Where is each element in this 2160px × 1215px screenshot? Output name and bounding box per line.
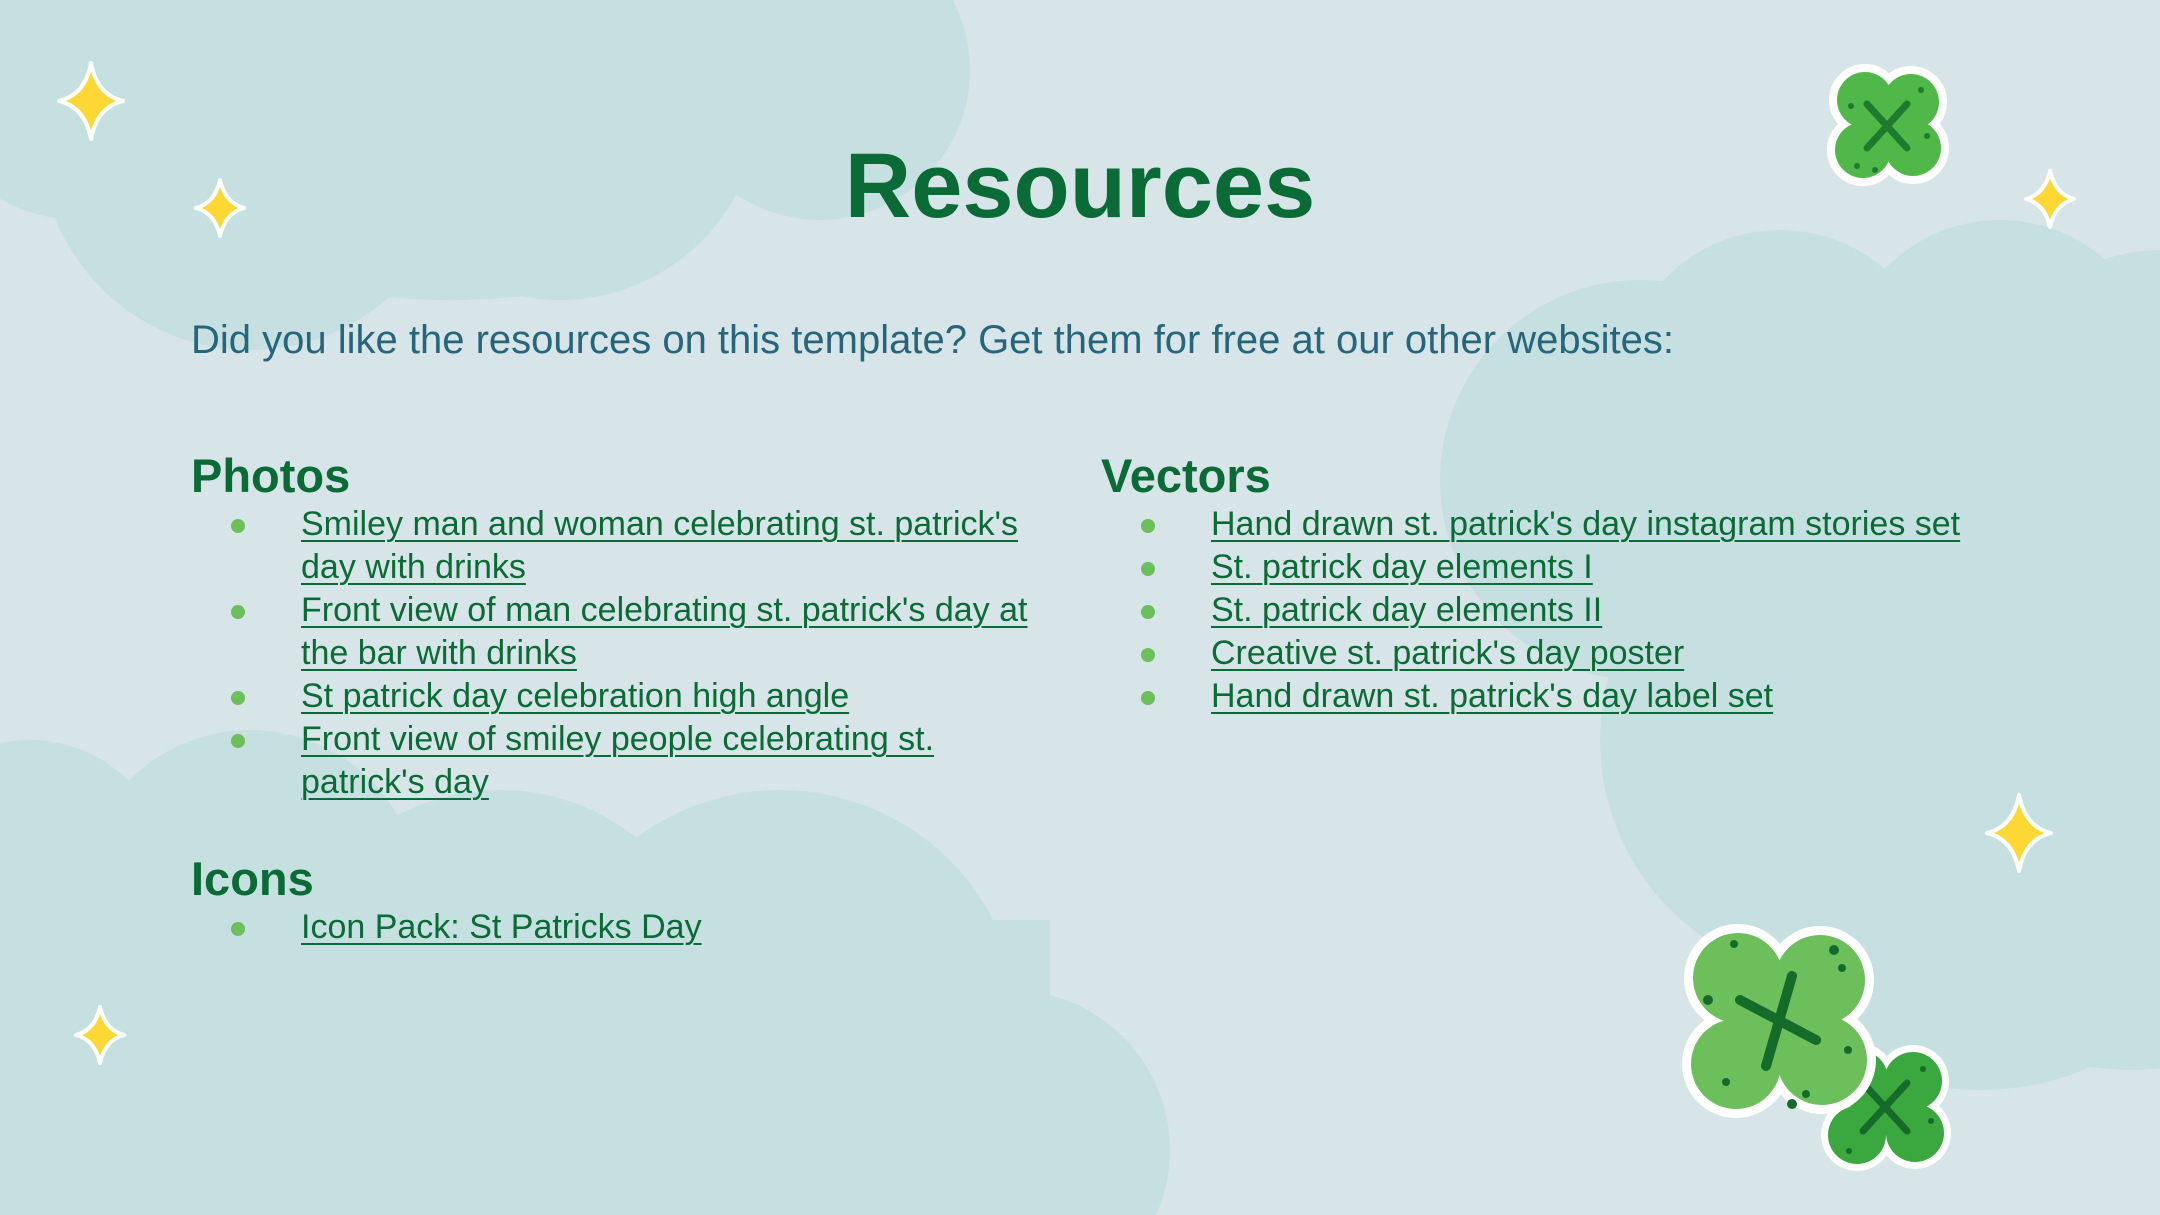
photos-list [191,503,1051,804]
bullet-icon [231,734,245,748]
bullet-icon [1141,648,1155,662]
vectors-list [1101,503,1961,718]
list-item [1101,546,1961,589]
vectors-section [1101,449,1961,718]
bullet-icon [231,605,245,619]
list-item [1101,503,1961,546]
icons-heading: Icons [191,852,314,905]
clover-icon [1658,900,1898,1140]
resource-link[interactable]: Front view of man celebrating st. patrick's day at the bar with drinks [301,591,1028,672]
sparkle-icon [56,58,126,144]
bullet-icon [231,519,245,533]
resource-link[interactable]: Smiley man and woman celebrating st. patrick's day with drinks [301,505,1019,586]
bullet-icon [1141,519,1155,533]
list-item [191,589,1051,675]
bullet-icon [231,922,245,936]
resource-link[interactable]: Hand drawn st. patrick's day instagram stories set [1211,505,1961,543]
list-item [191,675,1051,718]
vectors-heading: Vectors [1101,449,1271,502]
list-item [1101,589,1961,632]
sparkle-icon [72,1002,128,1068]
sparkle-icon [1984,790,2054,876]
resource-link[interactable]: St. patrick day elements II [1211,591,1603,629]
bullet-icon [231,691,245,705]
bullet-icon [1141,691,1155,705]
bullet-icon [1141,605,1155,619]
photos-section [191,449,1051,804]
bullet-icon [1141,562,1155,576]
resource-link[interactable]: Hand drawn st. patrick's day label set [1211,677,1774,715]
resource-link[interactable]: Front view of smiley people celebrating st. patrick's day [301,720,935,801]
list-item [191,906,1051,949]
list-item [1101,632,1961,675]
resource-link[interactable]: St patrick day celebration high angle [301,677,850,715]
icons-list [191,906,1051,949]
resource-link[interactable]: Creative st. patrick's day poster [1211,634,1685,672]
icons-section [191,852,1051,949]
page-title: Resources [844,135,1316,237]
list-item [191,503,1051,589]
resource-link[interactable]: St. patrick day elements I [1211,548,1593,586]
resource-link[interactable]: Icon Pack: St Patricks Day [301,908,702,946]
photos-heading: Photos [191,449,351,502]
list-item [191,718,1051,804]
list-item [1101,675,1961,718]
subtitle: Did you like the resources on this template? Get them for free at our other websites: [191,318,1674,362]
